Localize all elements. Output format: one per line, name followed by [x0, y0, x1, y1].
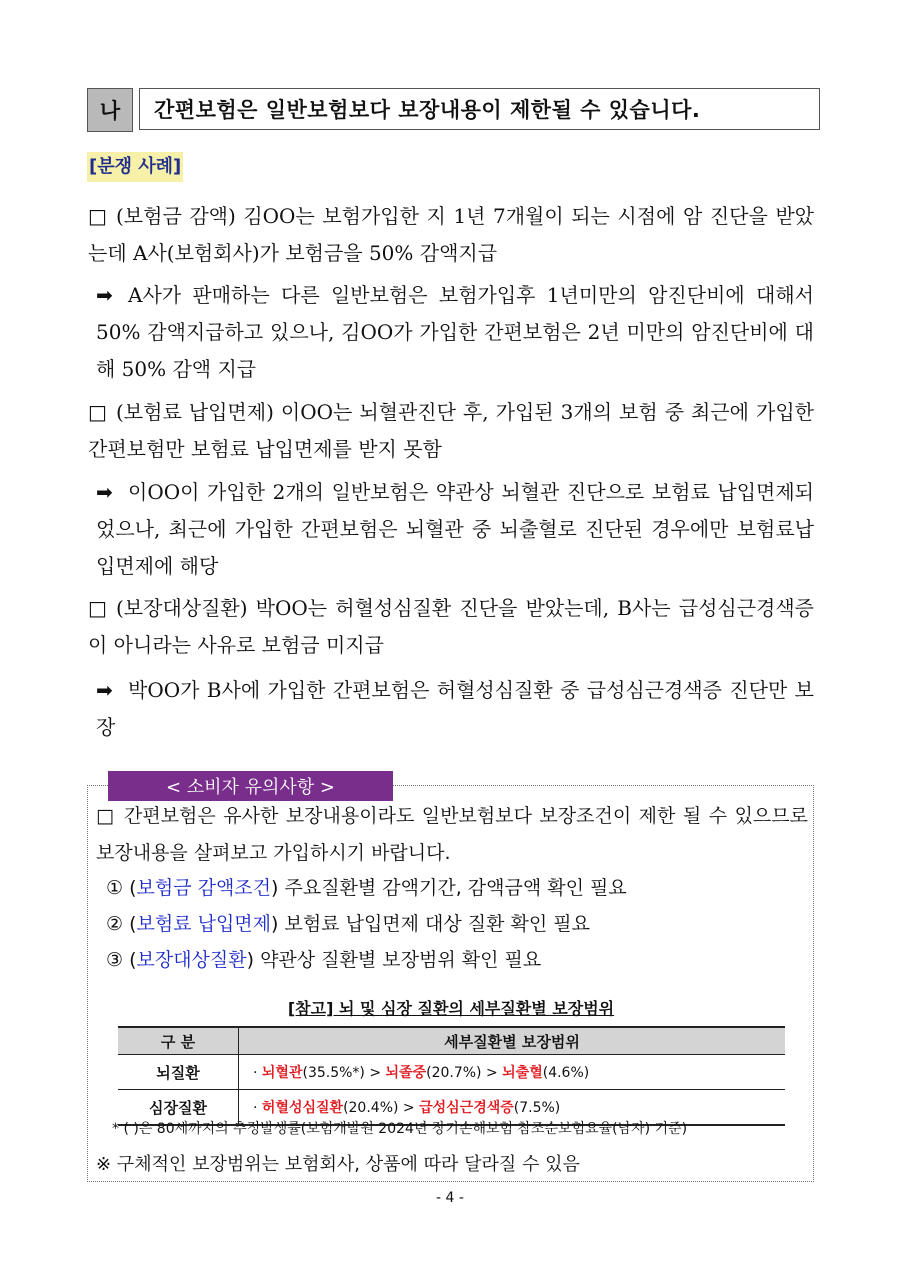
table-row [118, 1055, 785, 1090]
arrow-icon: ➡ [96, 480, 113, 504]
consumer-item-2: ② (보험료 납입면제) 보험료 납입면제 대상 질환 확인 필요 [106, 913, 590, 935]
case-3-explain-text: 박OO가 B사에 가입한 간편보험은 허혈성심질환 중 급성심근경색증 진단만 보장 [96, 678, 814, 739]
reference-title [88, 996, 814, 1019]
case-1 [88, 198, 814, 272]
disease-name: 뇌졸중 [385, 1065, 427, 1081]
header-category: 구 분 [118, 1027, 239, 1055]
arrow-icon: ➡ [96, 678, 113, 702]
checkbox-marker: □ [88, 596, 107, 620]
case-2 [88, 394, 814, 468]
table-header-row [118, 1027, 785, 1055]
item-text: 주요질환별 감액기간, 감액금액 확인 필요 [284, 877, 627, 899]
row-category: 뇌질환 [118, 1055, 239, 1090]
disease-rate: (20.7%) [426, 1065, 482, 1081]
checkbox-marker: □ [96, 805, 114, 827]
disease-name: 뇌혈관 [261, 1065, 303, 1081]
case-3-explain [96, 672, 814, 746]
item-label: 보험료 납입면제 [136, 913, 272, 935]
checkbox-marker: □ [88, 204, 107, 228]
checkbox-marker: □ [88, 400, 107, 424]
section-title: 간편보험은 일반보험보다 보장내용이 제한될 수 있습니다. [139, 88, 820, 130]
reference-title-text: [참고] 뇌 및 심장 질환의 세부질환별 보장범위 [287, 999, 615, 1018]
row-category: 심장질환 [118, 1090, 239, 1126]
item-number: ② [106, 913, 124, 935]
item-text: 보험료 납입면제 대상 질환 확인 필요 [284, 913, 590, 935]
section-badge: 나 [87, 88, 133, 132]
item-number: ① [106, 877, 124, 899]
page-number: - 4 - [436, 1190, 464, 1206]
disease-name: 급성심근경색증 [419, 1100, 514, 1116]
item-label: 보장대상질환 [136, 949, 247, 971]
item-text: 약관상 질환별 보장범위 확인 필요 [260, 949, 542, 971]
case-1-explain [96, 277, 814, 388]
reference-table [118, 1026, 785, 1126]
coverage-notice: ※ 구체적인 보장범위는 보험회사, 상품에 따라 달라질 수 있음 [96, 1154, 580, 1175]
case-2-text: (보험료 납입면제) 이OO는 뇌혈관진단 후, 가입된 3개의 보험 중 최근에 가입한 간편보험만 보험료 납입면제를 받지 못함 [88, 400, 814, 461]
case-2-explain-text: 이OO이 가입한 2개의 일반보험은 약관상 뇌혈관 진단으로 보험료 납입면제되었으나, 최근에 가입한 간편보험은 뇌혈관 중 뇌출혈로 진단된 경우에만 보험료납입면제에 해당 [96, 480, 814, 578]
case-3-text: (보장대상질환) 박OO는 허혈성심질환 진단을 받았는데, B사는 급성심근경색증이 아니라는 사유로 보험금 미지급 [88, 596, 814, 657]
consumer-notice-title: < 소비자 유의사항 > [108, 771, 393, 801]
consumer-intro-text: 간편보험은 유사한 보장내용이라도 일반보험보다 보장조건이 제한 될 수 있으므로 보장내용을 살펴보고 가입하시기 바랍니다. [96, 805, 808, 864]
disease-rate: (4.6%) [542, 1065, 590, 1081]
disease-rate: (7.5%) [513, 1100, 561, 1116]
dispute-cases-label: [분쟁 사례] [87, 152, 183, 182]
item-number: ③ [106, 949, 124, 971]
case-3 [88, 590, 814, 664]
header-coverage: 세부질환별 보장범위 [239, 1027, 786, 1055]
row-coverage: · 허혈성심질환(20.4%) > 급성심근경색증(7.5%) [239, 1090, 786, 1126]
disease-name: 허혈성심질환 [261, 1100, 344, 1116]
consumer-item-1: ① (보험금 감액조건) 주요질환별 감액기간, 감액금액 확인 필요 [106, 877, 627, 899]
disease-rate: (35.5%*) [302, 1065, 365, 1081]
row-coverage: · 뇌혈관(35.5%*) > 뇌졸중(20.7%) > 뇌출혈(4.6%) [239, 1055, 786, 1090]
consumer-intro [96, 798, 808, 872]
case-2-explain [96, 474, 814, 585]
consumer-item-3: ③ (보장대상질환) 약관상 질환별 보장범위 확인 필요 [106, 949, 542, 971]
disease-rate: (20.4%) [343, 1100, 399, 1116]
arrow-icon: ➡ [96, 283, 113, 307]
case-1-explain-text: A사가 판매하는 다른 일반보험은 보험가입후 1년미만의 암진단비에 대해서 50% 감액지급하고 있으나, 김OO가 가입한 간편보험은 2년 미만의 암진단비에 대해 50% 감액 지급 [96, 283, 814, 381]
reference-footnote: * ( )은 80세까지의 추정발생률(보험개발원 2024년 장기손해보험 참조순보험요율(남자) 기준) [112, 1121, 688, 1137]
disease-name: 뇌출혈 [502, 1065, 543, 1081]
item-label: 보험금 감액조건 [136, 877, 272, 899]
case-1-text: (보험금 감액) 김OO는 보험가입한 지 1년 7개월이 되는 시점에 암 진단을 받았는데 A사(보험회사)가 보험금을 50% 감액지급 [88, 204, 814, 265]
